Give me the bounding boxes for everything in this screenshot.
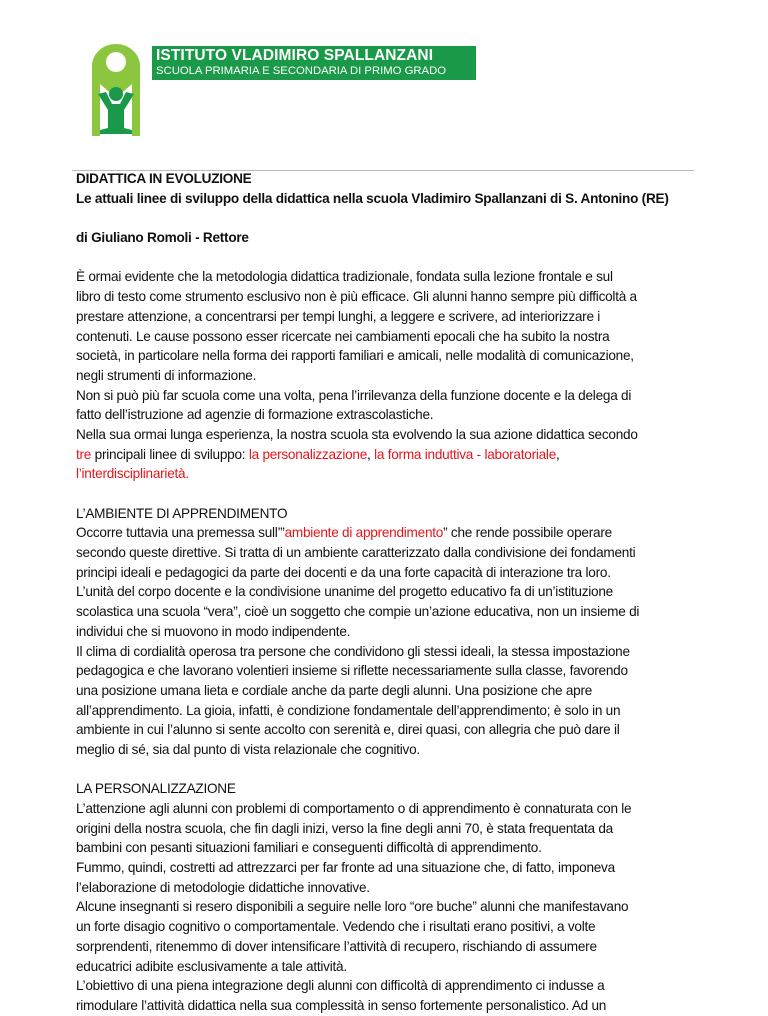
text-line bbox=[76, 838, 669, 858]
document-body bbox=[76, 169, 669, 1016]
text-segment: fatto dell’istruzione ad agenzie di formazione extrascolastiche. bbox=[76, 407, 434, 423]
text-segment: rimodulare l’attività didattica nella sua complessità in senso fortemente personalistico. Ad un bbox=[76, 997, 607, 1013]
school-logo bbox=[88, 44, 144, 136]
highlighted-text: tre bbox=[76, 446, 92, 462]
highlighted-text: la forma induttiva - laboratoriale bbox=[374, 446, 557, 462]
text-segment: meglio di sé, sia dal punto di vista relazionale che cognitivo. bbox=[76, 741, 420, 757]
text-line bbox=[76, 208, 669, 228]
text-line bbox=[76, 760, 669, 780]
text-segment: un forte disagio cognitivo o comportamentale. Vedendo che i risultati erano positivi, a volte bbox=[76, 919, 596, 935]
text-segment: DIDATTICA IN EVOLUZIONE bbox=[76, 171, 252, 186]
text-segment: l’elaborazione di metodologie didattiche innovative. bbox=[76, 879, 370, 895]
text-segment: una posizione umana lieta e cordiale anche da parte degli alunni. Una posizione che apre bbox=[76, 682, 593, 698]
text-segment: Occorre tuttavia una premessa sull’” bbox=[76, 525, 285, 541]
text-line bbox=[76, 799, 669, 819]
text-line bbox=[76, 445, 669, 465]
text-segment: pedagogica e che lavorano volentieri insieme si riflette necessariamente sulla classe, favorendo bbox=[76, 663, 628, 679]
text-line bbox=[76, 858, 669, 878]
text-line bbox=[76, 307, 669, 327]
text-line bbox=[76, 287, 669, 307]
text-line bbox=[76, 169, 669, 189]
text-line bbox=[76, 720, 669, 740]
text-segment: società, in particolare nella forma dei rapporti familiari e amicali, nelle modalità di comunicazione, bbox=[76, 348, 634, 364]
text-segment: L’obiettivo di una piena integrazione degli alunni con difficoltà di apprendimento ci indusse a bbox=[76, 978, 605, 994]
text-line bbox=[76, 523, 669, 543]
text-segment: di Giuliano Romoli - Rettore bbox=[76, 230, 249, 246]
text-line bbox=[76, 681, 669, 701]
institute-banner bbox=[152, 46, 476, 80]
institute-name: ISTITUTO VLADIMIRO SPALLANZANI bbox=[156, 47, 434, 64]
text-segment: È ormai evidente che la metodologia didattica tradizionale, fondata sulla lezione frontale e sul bbox=[76, 269, 613, 285]
text-segment: bambini con pesanti situazioni familiari e conseguenti difficoltà di apprendimento. bbox=[76, 840, 542, 856]
text-line bbox=[76, 248, 669, 268]
text-line bbox=[76, 327, 669, 347]
text-line bbox=[76, 937, 669, 957]
text-segment: , bbox=[367, 446, 375, 462]
text-line bbox=[76, 366, 669, 386]
text-segment: all’apprendimento. La gioia, infatti, è condizione fondamentale dell’apprendimento; è solo in un bbox=[76, 702, 621, 718]
text-line bbox=[76, 425, 669, 445]
text-segment: sorprendenti, ritenemmo di dover intensificare l’attività di recupero, rischiando di assumere bbox=[76, 938, 597, 954]
text-line bbox=[76, 405, 669, 425]
text-line bbox=[76, 996, 669, 1016]
text-segment: negli strumenti di informazione. bbox=[76, 367, 257, 383]
text-line bbox=[76, 701, 669, 721]
text-line bbox=[76, 622, 669, 642]
text-segment: L’attenzione agli alunni con problemi di comportamento o di apprendimento è connaturata con le bbox=[76, 801, 632, 816]
text-line bbox=[76, 779, 669, 799]
text-line bbox=[76, 484, 669, 504]
text-segment: ” che rende possibile operare bbox=[443, 525, 612, 541]
text-segment: individui che si muovono in modo indipendente. bbox=[76, 623, 351, 639]
text-line bbox=[76, 819, 669, 839]
text-segment: educatrici adibite esclusivamente a tale attività. bbox=[76, 958, 347, 974]
text-segment: L’AMBIENTE DI APPRENDIMENTO bbox=[76, 505, 288, 521]
text-line bbox=[76, 976, 669, 996]
text-segment: secondo queste direttive. Si tratta di un ambiente caratterizzato dalla condivisione dei fondamenti bbox=[76, 545, 636, 561]
text-line bbox=[76, 267, 669, 287]
text-segment: libro di testo come strumento esclusivo non è più efficace. Gli alunni hanno sempre più difficoltà a bbox=[76, 289, 637, 305]
text-segment: Non si può più far scuola come una volta, pena l’irrilevanza della funzione docente e la delega di bbox=[76, 387, 632, 403]
text-segment: Le attuali linee di sviluppo della didattica nella scuola Vladimiro Spallanzani di S. Antonino (RE) bbox=[76, 190, 669, 206]
text-segment: contenuti. Le cause possono esser ricercate nei cambiamenti epocali che ha subito la nostra bbox=[76, 328, 610, 344]
highlighted-text: l’interdisciplinarietà. bbox=[76, 466, 189, 482]
text-line bbox=[76, 642, 669, 662]
text-line bbox=[76, 582, 669, 602]
text-segment: Fummo, quindi, costretti ad attrezzarci per far fronte ad una situazione che, di fatto, imponeva bbox=[76, 860, 615, 876]
text-line bbox=[76, 602, 669, 622]
text-line bbox=[76, 386, 669, 406]
text-segment: LA PERSONALIZZAZIONE bbox=[76, 781, 236, 797]
text-line bbox=[76, 878, 669, 898]
text-segment: prestare attenzione, a concentrarsi per tempi lunghi, a leggere e scrivere, ad interiorizzare i bbox=[76, 308, 601, 324]
text-segment: ambiente in cui l’alunno si sente accolto con serenità e, direi quasi, con allegria che può dare il bbox=[76, 722, 620, 738]
institute-subtitle: SCUOLA PRIMARIA E SECONDARIA DI PRIMO GRADO bbox=[156, 65, 447, 77]
text-segment: , bbox=[556, 446, 560, 462]
text-line bbox=[76, 504, 669, 524]
text-segment: Nella sua ormai lunga esperienza, la nostra scuola sta evolvendo la sua azione didattica secondo bbox=[76, 426, 638, 442]
text-line bbox=[76, 464, 669, 484]
text-segment: principi ideali e pedagogici da parte dei docenti e da una forte capacità di interazione tra loro. bbox=[76, 564, 611, 580]
text-segment: L’unità del corpo docente e la condivisione unanime del progetto educativo fa di un’istituzione bbox=[76, 584, 613, 600]
text-line bbox=[76, 740, 669, 760]
highlighted-text: ambiente di apprendimento bbox=[284, 525, 444, 541]
highlighted-text: la personalizzazione bbox=[248, 446, 368, 462]
text-line bbox=[76, 917, 669, 937]
text-line bbox=[76, 897, 669, 917]
text-line bbox=[76, 661, 669, 681]
text-line bbox=[76, 228, 669, 248]
text-segment: Il clima di cordialità operosa tra persone che condividono gli stessi ideali, la stessa impostazione bbox=[76, 643, 630, 659]
text-segment: origini della nostra scuola, che fin dagli inizi, verso la fine degli anni 70, è stata frequentata da bbox=[76, 820, 613, 836]
text-segment: scolastica una scuola “vera”, cioè un soggetto che compie un’azione educativa, non un insieme di bbox=[76, 604, 640, 620]
text-segment: Alcune insegnanti si resero disponibili a seguire nelle loro “ore buche” alunni che manifestavano bbox=[76, 899, 629, 915]
text-line bbox=[76, 563, 669, 583]
text-line bbox=[76, 543, 669, 563]
text-line bbox=[76, 957, 669, 977]
text-line bbox=[76, 189, 669, 209]
text-line bbox=[76, 346, 669, 366]
text-segment: principali linee di sviluppo: bbox=[91, 446, 249, 462]
